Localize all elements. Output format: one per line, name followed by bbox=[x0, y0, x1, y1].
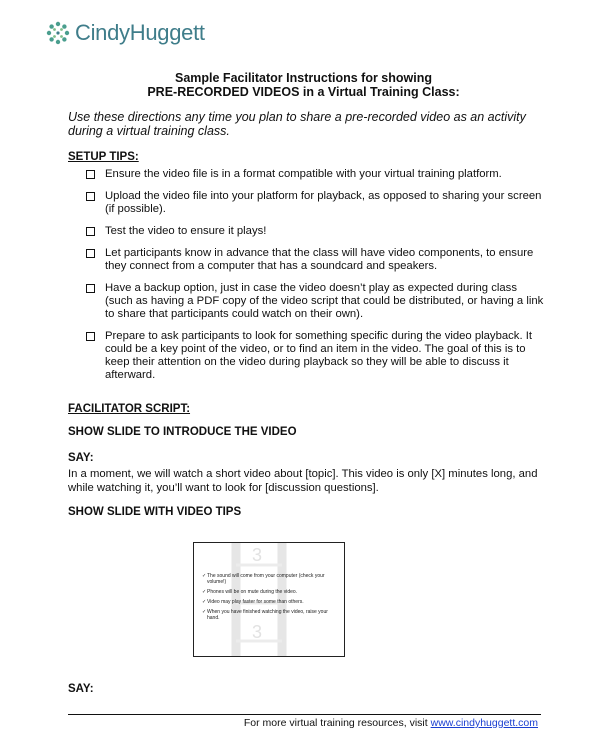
svg-text:3: 3 bbox=[252, 622, 263, 642]
intro-text: Use these directions any time you plan to share a pre-recorded video as an activity during a virtual training class. bbox=[68, 110, 526, 138]
list-item: ✓ When you have finished watching the video, raise your hand. bbox=[202, 609, 328, 621]
checkbox-icon bbox=[86, 284, 95, 293]
list-item: Prepare to ask participants to look for something specific during the video playback. It could be a key point of the video, or to find an item in the video. The goal of this is to keep their attention on the video during playback so they will be able to discuss it afterward. bbox=[86, 330, 546, 382]
flower-logo-icon bbox=[45, 20, 71, 46]
checkmark-icon: ✓ bbox=[202, 573, 207, 579]
list-item: Ensure the video file is in a format compatible with your virtual training platform. bbox=[86, 168, 546, 181]
logo-text: CindyHuggett bbox=[75, 20, 205, 45]
list-item: ✓ The sound will come from your computer (check your volume!) bbox=[202, 573, 325, 585]
show-slide-tips-label: SHOW SLIDE WITH VIDEO TIPS bbox=[68, 506, 242, 518]
say-label: SAY: bbox=[68, 683, 94, 695]
setup-tips-list bbox=[86, 168, 546, 391]
checkbox-icon bbox=[86, 249, 95, 258]
list-item: Test the video to ensure it plays! bbox=[86, 225, 546, 238]
checkbox-icon bbox=[86, 227, 95, 236]
checkbox-icon bbox=[86, 192, 95, 201]
list-item: Upload the video file into your platform for playback, as opposed to sharing your screen (if possible). bbox=[86, 190, 546, 216]
say-text: In a moment, we will watch a short video about [topic]. This video is only [X] minutes long, and while watching it, you’ll want to look for [discussion questions]. bbox=[68, 468, 538, 494]
page-title-line-2: PRE-RECORDED VIDEOS in a Virtual Training Class: bbox=[147, 85, 460, 99]
show-slide-intro-label: SHOW SLIDE TO INTRODUCE THE VIDEO bbox=[68, 426, 297, 438]
checkmark-icon: ✓ bbox=[202, 599, 207, 605]
list-item: Have a backup option, just in case the video doesn’t play as expected during class (such as having a PDF copy of the video script that could be distributed, or having a link to share that participants could watch on their own). bbox=[86, 282, 546, 321]
facilitator-script-heading: FACILITATOR SCRIPT: bbox=[68, 403, 191, 415]
list-item: ✓ Video may play faster for some than others. bbox=[202, 599, 304, 605]
slide-tips-list bbox=[202, 573, 337, 625]
svg-text:3: 3 bbox=[252, 545, 263, 565]
checkbox-icon bbox=[86, 170, 95, 179]
footer-divider bbox=[68, 714, 541, 715]
footer-text: For more virtual training resources, visit bbox=[243, 717, 431, 729]
footer bbox=[0, 717, 538, 729]
slide-thumbnail bbox=[193, 542, 345, 657]
checkmark-icon: ✓ bbox=[202, 609, 207, 615]
say-label: SAY: bbox=[68, 452, 94, 464]
footer-link[interactable]: www.cindyhuggett.com bbox=[430, 717, 538, 729]
logo bbox=[45, 20, 205, 46]
checkbox-icon bbox=[86, 332, 95, 341]
checkmark-icon: ✓ bbox=[202, 589, 207, 595]
list-item: Let participants know in advance that the class will have video components, to ensure they connect from a computer that has a soundcard and speakers. bbox=[86, 247, 546, 273]
page-title-line-1: Sample Facilitator Instructions for showing bbox=[175, 71, 432, 85]
setup-tips-heading: SETUP TIPS: bbox=[68, 151, 139, 163]
list-item: ✓ Phones will be on mute during the video. bbox=[202, 589, 298, 595]
